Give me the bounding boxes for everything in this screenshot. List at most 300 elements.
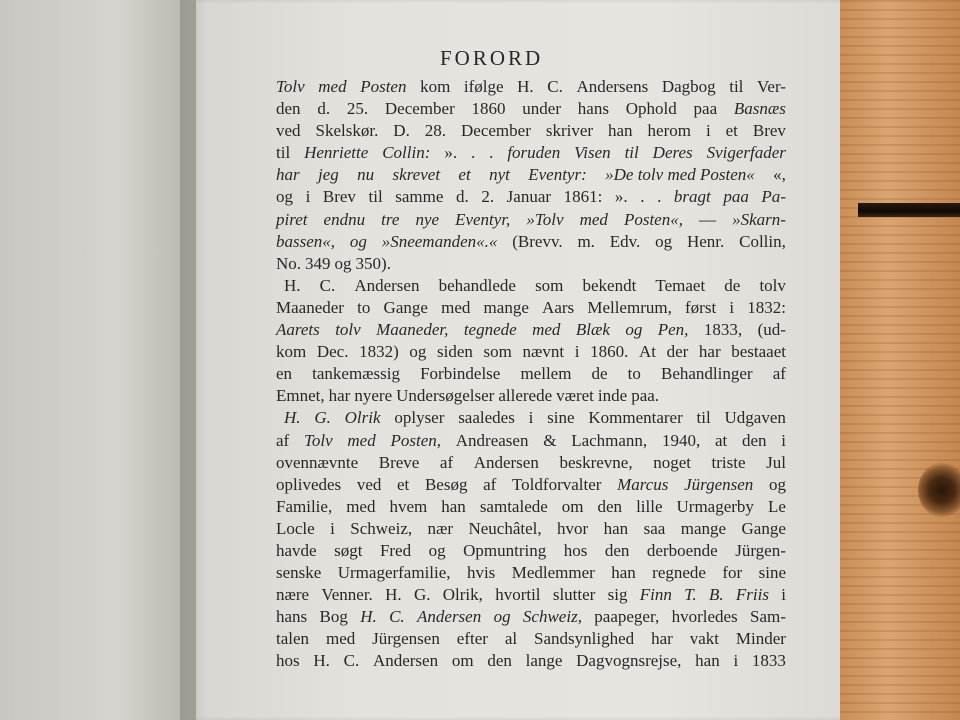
text-word: 349: [305, 253, 331, 273]
text-word: oplivedes: [276, 474, 342, 494]
text-word: Brev: [752, 121, 786, 141]
text-word: under: [522, 99, 562, 119]
text-word: Skelskør.: [315, 121, 379, 141]
text-word: hvorledes: [671, 607, 738, 627]
text-word: Henriette: [304, 143, 369, 163]
text-word: al: [504, 629, 518, 649]
text-line: [276, 120, 786, 142]
text-word: han: [695, 651, 720, 671]
text-word: Besøg: [424, 474, 468, 494]
text-word: og: [276, 187, 293, 207]
text-word: Jürgen-: [735, 540, 786, 560]
text-word: d.: [317, 99, 331, 119]
text-word: Blæk: [575, 320, 610, 340]
wood-knot: [918, 462, 960, 518]
text-word: Emnet,: [276, 386, 325, 406]
text-word: No.: [276, 253, 302, 273]
text-word: et: [458, 165, 471, 185]
text-word: vakt: [689, 629, 719, 649]
text-word: beskrevne,: [559, 452, 633, 472]
text-word: slutter: [552, 585, 596, 605]
text-word: et: [725, 121, 738, 141]
text-line: [276, 584, 786, 606]
text-word: bekendt: [582, 275, 637, 295]
text-word: Andersen: [354, 275, 420, 295]
text-line: [276, 363, 786, 385]
text-line: [276, 209, 786, 231]
text-word: Kommentarer: [588, 408, 683, 428]
text-word: og: [768, 474, 786, 494]
text-word: (Brevv.: [512, 231, 563, 251]
text-word: med: [532, 320, 561, 340]
text-word: med: [579, 209, 608, 229]
text-word: Ophold: [625, 99, 677, 119]
text-word: mellem: [520, 364, 572, 384]
text-word: i: [781, 585, 786, 605]
text-word: Temaet: [655, 275, 706, 295]
text-word: samtalede: [479, 496, 548, 516]
text-line: [276, 496, 786, 518]
text-word: H.: [284, 275, 301, 295]
text-word: Brev: [322, 187, 356, 207]
text-word: og: [334, 253, 352, 273]
text-word: til: [696, 408, 711, 428]
text-word: i: [705, 121, 711, 141]
text-word: kom: [420, 77, 451, 96]
text-word: Olrik,: [442, 585, 483, 605]
text-word: Tolv: [303, 430, 333, 450]
text-word: noget: [653, 452, 691, 472]
text-word: piret: [276, 209, 308, 229]
text-word: C.: [343, 651, 360, 671]
text-word: 1860.: [590, 342, 629, 362]
book-gutter-shadow: [180, 0, 208, 720]
text-word: i: [528, 408, 534, 428]
text-word: Dagvognsrejse,: [576, 651, 682, 671]
text-word: Fred: [379, 540, 412, 560]
text-word: Mellemrum,: [587, 297, 672, 317]
text-word: om: [561, 496, 584, 516]
text-word: Januar: [506, 187, 552, 207]
text-word: paa: [693, 99, 718, 119]
text-word: nævnt: [522, 342, 565, 362]
text-word: og: [625, 320, 643, 340]
text-word: herom: [647, 121, 691, 141]
text-word: hos: [276, 651, 300, 671]
text-word: til: [729, 77, 744, 96]
text-word: hvortil: [495, 585, 541, 605]
text-word: tolv: [759, 275, 786, 295]
text-word: Familie,: [276, 496, 333, 516]
text-word: Dagbog: [661, 77, 716, 96]
text-word: Maaneder: [276, 297, 344, 317]
text-line: [276, 385, 786, 407]
text-word: Lachmann,: [571, 430, 648, 450]
text-word: været: [556, 386, 594, 406]
text-word: H.: [284, 408, 301, 428]
text-word: en: [276, 364, 293, 384]
text-word: den: [597, 496, 623, 516]
body-text: [276, 76, 786, 673]
text-line: [276, 650, 786, 672]
text-word: har: [276, 165, 300, 185]
text-word: .: [489, 143, 494, 163]
text-line: [276, 606, 786, 628]
text-word: som: [483, 342, 512, 362]
text-word: December: [384, 99, 455, 119]
text-word: efter: [456, 629, 488, 649]
text-word: At: [638, 342, 656, 362]
text-word: T.: [684, 585, 697, 605]
text-word: Schweiz,: [350, 518, 413, 538]
text-word: Finn: [639, 585, 672, 605]
text-word: han: [441, 496, 466, 516]
text-word: Eventyr,: [455, 209, 511, 229]
text-word: Collin,: [739, 231, 786, 251]
text-word: Neuchâtel,: [468, 518, 542, 538]
text-line: [276, 430, 786, 452]
text-word: først: [685, 297, 717, 317]
text-word: Andersen: [473, 452, 539, 472]
text-word: 1832): [359, 342, 399, 362]
text-word: Posten«,: [623, 209, 683, 229]
text-word: Urmagerfamilie,: [337, 563, 451, 583]
text-word: hvor: [557, 518, 589, 538]
text-word: nyere: [354, 386, 393, 406]
wooden-table: [840, 0, 960, 720]
text-word: tolv: [335, 320, 361, 340]
text-word: som: [535, 275, 564, 295]
text-word: to: [357, 297, 371, 317]
text-word: mange: [680, 518, 727, 538]
text-line: [276, 186, 786, 208]
text-word: .: [657, 187, 662, 207]
text-word: hans: [577, 99, 609, 119]
text-word: Schweiz,: [522, 607, 582, 627]
text-word: og: [493, 607, 511, 627]
text-word: 1833: [751, 651, 786, 671]
text-word: nær: [427, 518, 454, 538]
text-word: i: [781, 430, 786, 450]
page-heading: FORORD: [440, 46, 544, 70]
text-word: Sandsynlighed: [534, 629, 635, 649]
text-word: sine: [547, 408, 575, 428]
text-word: søgt: [334, 540, 363, 560]
text-line: [276, 319, 786, 341]
text-word: Sam-: [750, 607, 786, 627]
text-word: tankemæssig: [312, 364, 400, 384]
text-line: [276, 407, 786, 429]
text-word: Forbindelse: [420, 364, 501, 384]
text-word: C.: [389, 607, 405, 627]
text-word: Visen: [574, 143, 611, 163]
text-word: Breve: [378, 452, 420, 472]
text-line: [276, 341, 786, 363]
text-word: Andersen: [372, 651, 439, 671]
text-line: [276, 142, 786, 164]
text-word: i: [330, 518, 335, 538]
text-line: [276, 275, 786, 297]
text-word: .: [640, 187, 645, 207]
text-word: Henr.: [686, 231, 725, 251]
text-word: ».: [444, 143, 458, 163]
text-word: tegnede: [463, 320, 517, 340]
text-word: og: [655, 231, 673, 251]
text-word: Gange: [383, 297, 428, 317]
text-word: han: [603, 518, 629, 538]
text-word: i: [305, 187, 311, 207]
text-word: 28.: [424, 121, 447, 141]
text-word: Ver-: [757, 77, 786, 96]
text-word: 1861:: [563, 187, 603, 207]
text-word: Pa-: [761, 187, 786, 207]
text-word: Jul: [766, 452, 786, 472]
text-word: &: [543, 430, 557, 450]
text-word: med: [325, 629, 356, 649]
text-word: saa: [643, 518, 666, 538]
text-word: siden: [437, 342, 473, 362]
text-word: Svigerfader: [706, 143, 786, 163]
text-word: saaledes: [458, 408, 515, 428]
text-word: om: [451, 651, 474, 671]
text-word: Behandlinger: [661, 364, 753, 384]
text-word: Locle: [276, 518, 315, 538]
text-word: med: [346, 496, 376, 516]
text-word: Collin:: [382, 143, 431, 163]
text-word: sine: [758, 563, 786, 583]
text-word: af: [772, 364, 786, 384]
text-word: 2.: [481, 187, 495, 207]
text-word: Toldforvalter: [511, 474, 602, 494]
text-word: Venner.: [321, 585, 373, 605]
text-word: samme: [395, 187, 444, 207]
text-line: [276, 518, 786, 540]
text-word: nyt: [489, 165, 510, 185]
text-word: den: [604, 540, 630, 560]
text-word: 1832:: [747, 297, 786, 317]
text-word: H.: [313, 651, 330, 671]
text-word: Aars: [542, 297, 575, 317]
text-word: Basnæs: [733, 99, 786, 119]
text-word: med: [441, 297, 471, 317]
text-word: nære: [276, 585, 310, 605]
text-word: der: [666, 342, 689, 362]
text-line: [276, 540, 786, 562]
text-word: bassen«,: [276, 231, 336, 251]
text-word: den: [276, 99, 301, 119]
text-word: foruden: [507, 143, 561, 163]
text-word: —: [699, 209, 717, 229]
text-word: Dec.: [316, 342, 349, 362]
text-word: bragt: [673, 187, 711, 207]
text-word: med: [318, 77, 347, 96]
text-word: Urmagerby: [676, 496, 754, 516]
text-word: hos: [563, 540, 588, 560]
text-word: »Skarn-: [732, 209, 786, 229]
text-word: af: [483, 474, 497, 494]
text-word: Andersens: [576, 77, 649, 96]
text-word: den: [741, 430, 767, 450]
text-word: jeg: [318, 165, 339, 185]
text-line: [276, 628, 786, 650]
text-word: Pen,: [657, 320, 689, 340]
text-word: 1860: [471, 99, 506, 119]
text-word: to: [627, 364, 641, 384]
text-word: endnu: [323, 209, 366, 229]
text-word: paapeger,: [594, 607, 660, 627]
text-word: ved: [276, 121, 301, 141]
text-line: [276, 452, 786, 474]
text-word: og: [428, 540, 446, 560]
text-word: ifølge: [463, 77, 504, 96]
text-word: Friis: [735, 585, 769, 605]
text-word: Jürgensen: [372, 629, 440, 649]
text-word: triste: [711, 452, 746, 472]
text-word: Posten: [360, 77, 407, 96]
text-word: senske: [276, 563, 322, 583]
text-word: Opmuntring: [463, 540, 547, 560]
text-word: Posten,: [390, 430, 441, 450]
text-word: Minder: [735, 629, 786, 649]
text-word: lange: [525, 651, 563, 671]
text-word: H.: [517, 77, 534, 96]
text-word: til: [368, 187, 383, 207]
text-word: hvis: [466, 563, 496, 583]
text-word: oplyser: [394, 408, 445, 428]
text-line: [276, 562, 786, 584]
text-word: »Sneemanden«.«: [381, 231, 498, 251]
text-line: [276, 98, 786, 120]
text-word: den: [487, 651, 512, 671]
text-word: han: [611, 563, 636, 583]
text-word: paa.: [631, 386, 660, 406]
text-word: for: [722, 563, 743, 583]
text-word: allerede: [498, 386, 553, 406]
text-word: har: [698, 342, 721, 362]
text-word: bestaaet: [731, 342, 786, 362]
text-word: derboende: [646, 540, 718, 560]
text-word: har: [651, 629, 673, 649]
text-word: nye: [415, 209, 440, 229]
text-word: hvem: [389, 496, 428, 516]
text-word: tre: [381, 209, 400, 229]
text-word: Medlemmer: [511, 563, 595, 583]
text-word: sig: [607, 585, 628, 605]
text-word: til: [276, 143, 291, 163]
text-word: G.: [413, 585, 431, 605]
text-word: Jürgensen: [684, 474, 754, 494]
table-plank-gap: [858, 203, 960, 217]
left-book-page: [0, 0, 196, 720]
text-word: Bog: [319, 607, 348, 627]
text-word: .: [470, 143, 476, 163]
text-word: hans: [276, 607, 308, 627]
text-word: Le: [767, 496, 786, 516]
text-word: Andreasen: [455, 430, 529, 450]
text-line: [276, 297, 786, 319]
text-word: et: [397, 474, 410, 494]
text-word: H.: [385, 585, 402, 605]
text-line: [276, 164, 786, 186]
text-word: Andersen: [417, 607, 482, 627]
text-word: Deres: [652, 143, 693, 163]
text-word: ».: [614, 187, 628, 207]
text-word: 25.: [346, 99, 369, 119]
text-word: inde: [597, 386, 628, 406]
text-word: ovennævnte: [276, 452, 359, 472]
text-word: skrevet: [392, 165, 441, 185]
text-word: December: [461, 121, 531, 141]
text-word: ved: [356, 474, 382, 494]
text-word: og: [349, 231, 367, 251]
text-word: 350).: [355, 253, 391, 273]
text-word: til: [624, 143, 639, 163]
text-line: [276, 253, 786, 275]
text-word: af: [276, 430, 290, 450]
text-word: de: [591, 364, 608, 384]
text-line: [276, 231, 786, 253]
text-word: i: [574, 342, 580, 362]
text-word: paa: [723, 187, 749, 207]
text-word: lille: [636, 496, 663, 516]
text-word: m.: [577, 231, 595, 251]
text-word: med: [347, 430, 376, 450]
text-word: Marcus: [617, 474, 669, 494]
text-word: B.: [708, 585, 724, 605]
text-word: nu: [357, 165, 375, 185]
text-word: D.: [393, 121, 410, 141]
text-word: d.: [456, 187, 469, 207]
text-word: behandlede: [438, 275, 516, 295]
text-word: i: [733, 651, 739, 671]
text-word: Gange: [741, 518, 786, 538]
text-word: Edv.: [609, 231, 641, 251]
text-word: Tolv: [276, 77, 305, 96]
text-line: [276, 76, 786, 98]
text-word: mange: [483, 297, 529, 317]
text-line: [276, 474, 786, 496]
text-word: H.: [360, 607, 377, 627]
text-word: har: [328, 386, 351, 406]
text-word: 1940,: [661, 430, 701, 450]
text-word: i: [729, 297, 735, 317]
text-word: C.: [319, 275, 336, 295]
text-word: Olrik: [344, 408, 381, 428]
text-word: 1833,: [703, 320, 743, 340]
text-word: at: [714, 430, 728, 450]
text-word: »De tolv med Posten«: [605, 165, 755, 185]
text-word: »Tolv: [526, 209, 564, 229]
text-word: (ud-: [757, 320, 786, 340]
text-word: og: [409, 342, 427, 362]
text-word: Aarets: [276, 320, 320, 340]
text-word: han: [608, 121, 633, 141]
text-word: Undersøgelser: [396, 386, 495, 406]
text-word: talen: [276, 629, 310, 649]
text-word: Eventyr:: [528, 165, 587, 185]
text-word: regnede: [652, 563, 706, 583]
text-word: Udgaven: [724, 408, 786, 428]
text-word: G.: [314, 408, 331, 428]
text-word: skriver: [545, 121, 594, 141]
text-word: havde: [276, 540, 317, 560]
text-word: C.: [547, 77, 563, 96]
text-word: «,: [773, 165, 786, 185]
text-word: Maaneder,: [376, 320, 449, 340]
text-word: af: [439, 452, 454, 472]
text-word: kom: [276, 342, 307, 362]
text-word: de: [724, 275, 741, 295]
